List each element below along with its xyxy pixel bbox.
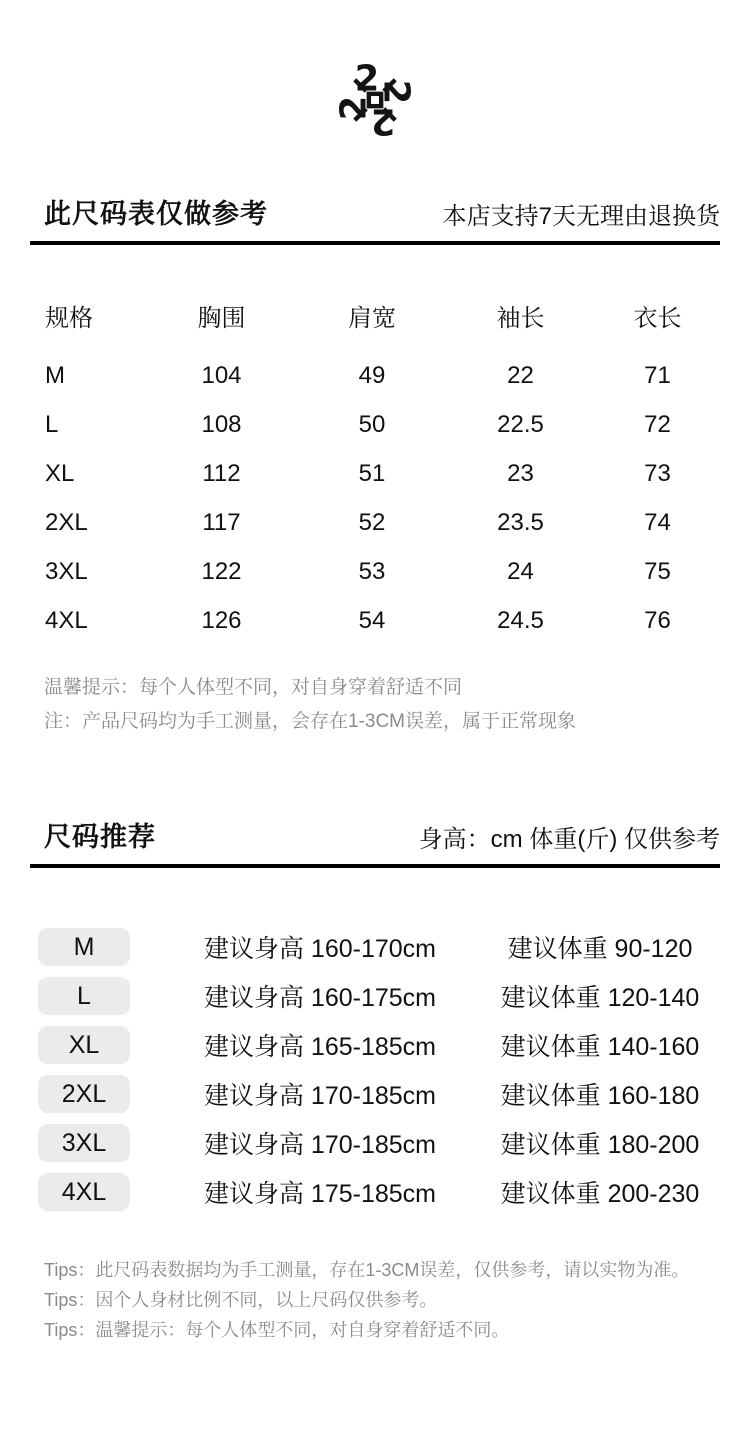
size-table — [30, 293, 720, 645]
size-badge: 4XL — [38, 1173, 130, 1211]
column-header-spec: 规格 — [45, 304, 93, 332]
recommend-row — [30, 928, 720, 966]
chest-cell: 108 — [201, 410, 242, 438]
column-header-sleeve: 袖长 — [496, 304, 545, 332]
weight-recommendation: 建议体重 200-230 — [500, 1180, 700, 1208]
height-recommendation: 建议身高 175-185cm — [203, 1180, 437, 1208]
length-cell: 76 — [644, 606, 671, 634]
sleeve-cell: 24.5 — [497, 606, 544, 634]
size-cell: 4XL — [45, 606, 88, 634]
length-cell: 72 — [644, 410, 671, 438]
tip-line: Tips：因个人身材比例不同，以上尺码仅供参考。 — [44, 1290, 438, 1310]
section-divider-rule — [30, 864, 720, 868]
recommend-title: 尺码推荐 — [44, 822, 156, 852]
weight-recommendation: 建议体重 140-160 — [500, 1033, 700, 1061]
return-policy-note: 本店支持7天无理由退换货 — [442, 203, 720, 230]
size-badge: M — [38, 928, 130, 966]
size-cell: M — [45, 361, 65, 389]
recommend-row — [30, 1075, 720, 1113]
weight-recommendation: 建议体重 120-140 — [500, 984, 700, 1012]
brand-logo-icon — [331, 56, 419, 144]
shoulder-cell: 53 — [358, 557, 386, 585]
size-table-row — [30, 498, 720, 547]
size-chart-page — [0, 56, 750, 1345]
chest-cell: 126 — [201, 606, 242, 634]
column-header-chest: 胸围 — [197, 304, 246, 332]
chest-cell: 104 — [201, 361, 242, 389]
size-table-row — [30, 449, 720, 498]
sleeve-cell: 24 — [507, 557, 534, 585]
recommend-list — [30, 928, 720, 1211]
size-cell: L — [45, 410, 59, 438]
size-badge: L — [38, 977, 130, 1015]
svg-text:2: 2 — [333, 95, 375, 121]
shoulder-cell: 54 — [358, 606, 386, 634]
weight-recommendation: 建议体重 90-120 — [507, 935, 693, 963]
sleeve-cell: 23.5 — [497, 508, 544, 536]
height-recommendation: 建议身高 165-185cm — [203, 1033, 437, 1061]
size-badge: 3XL — [38, 1124, 130, 1162]
chest-cell: 117 — [202, 508, 241, 536]
recommend-section-header — [0, 815, 750, 854]
recommend-units-note: 身高：cm 体重(斤) 仅供参考 — [418, 826, 720, 853]
weight-recommendation: 建议体重 180-200 — [500, 1131, 700, 1159]
height-recommendation: 建议身高 160-175cm — [203, 984, 437, 1012]
size-table-row — [30, 351, 720, 400]
length-cell: 73 — [644, 459, 671, 487]
column-header-length: 衣长 — [633, 304, 682, 332]
note-line: 温馨提示：每个人体型不同，对自身穿着舒适不同 — [44, 677, 463, 698]
section-divider-rule — [30, 241, 720, 245]
size-table-section-header — [0, 192, 750, 231]
size-cell: XL — [45, 459, 75, 487]
height-recommendation: 建议身高 170-185cm — [203, 1082, 437, 1110]
column-header-shoulder: 肩宽 — [348, 304, 396, 332]
size-table-row — [30, 596, 720, 645]
recommend-row — [30, 1124, 720, 1162]
height-recommendation: 建议身高 170-185cm — [203, 1131, 437, 1159]
sleeve-cell: 22.5 — [497, 410, 544, 438]
size-table-header-row — [30, 293, 720, 337]
shoulder-cell: 52 — [358, 508, 386, 536]
shoulder-cell: 49 — [358, 361, 386, 389]
size-table-title: 此尺码表仅做参考 — [44, 199, 268, 229]
size-badge: XL — [38, 1026, 130, 1064]
size-badge: 2XL — [38, 1075, 130, 1113]
recommend-row — [30, 1173, 720, 1211]
recommend-row — [30, 977, 720, 1015]
shoulder-cell: 51 — [358, 459, 386, 487]
recommend-row — [30, 1026, 720, 1064]
tips-block — [44, 1255, 750, 1345]
svg-text:2: 2 — [354, 58, 380, 100]
size-cell: 2XL — [45, 508, 88, 536]
sleeve-cell: 23 — [507, 459, 534, 487]
length-cell: 74 — [644, 508, 671, 536]
sleeve-cell: 22 — [507, 361, 534, 389]
length-cell: 75 — [644, 557, 671, 585]
height-recommendation: 建议身高 160-170cm — [203, 935, 437, 963]
size-table-row — [30, 547, 720, 596]
tip-line: Tips：温馨提示：每个人体型不同，对自身穿着舒适不同。 — [44, 1320, 510, 1340]
note-line: 注：产品尺码均为手工测量，会存在1-3CM误差，属于正常现象 — [44, 711, 577, 732]
size-cell: 3XL — [45, 557, 88, 585]
weight-recommendation: 建议体重 160-180 — [500, 1082, 700, 1110]
size-table-row — [30, 400, 720, 449]
svg-text:2: 2 — [370, 100, 396, 142]
svg-text:2: 2 — [375, 79, 417, 105]
shoulder-cell: 50 — [358, 410, 386, 438]
length-cell: 71 — [644, 361, 671, 389]
tip-line: Tips：此尺码表数据均为手工测量，存在1-3CM误差，仅供参考，请以实物为准。 — [44, 1260, 690, 1280]
size-table-notes — [44, 671, 750, 739]
chest-cell: 122 — [201, 557, 242, 585]
chest-cell: 112 — [202, 459, 241, 487]
